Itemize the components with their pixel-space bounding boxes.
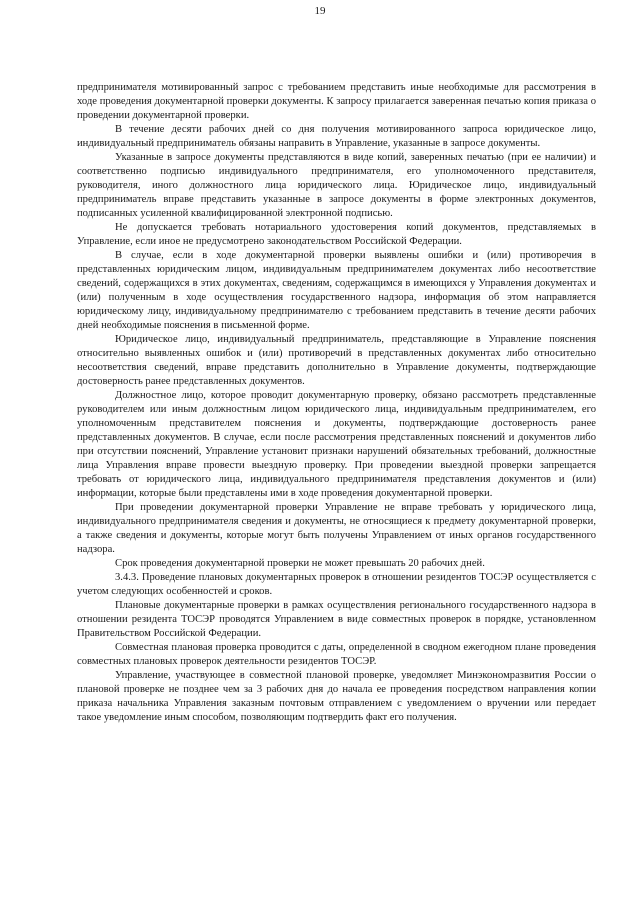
paragraph: предпринимателя мотивированный запрос с требованием представить иные необходимые для рассмотрения в ходе проведения документарной проверки документы. К запросу прилагается заверенная печатью копия приказа о проведении документарной проверки. [77,82,596,121]
paragraph: В случае, если в ходе документарной проверки выявлены ошибки и (или) противоречия в представленных юридическим лицом, индивидуальным предпринимателем документах либо несоответствие сведений, содержащихся в этих документах, сведениям, содержащимся в имеющихся у Управления документах и (или) полученным в ходе осуществления государственного надзора, информация об этом направляется юридическому лицу, индивидуальному предпринимателю с требованием представить в течение десяти рабочих дней необходимые пояснения в письменной форме. [77,250,596,331]
paragraph: В течение десяти рабочих дней со дня получения мотивированного запроса юридическое лицо, индивидуальный предприниматель обязаны направить в Управление, указанные в запросе документы. [77,124,596,149]
paragraph: Указанные в запросе документы представляются в виде копий, заверенных печатью (при ее наличии) и соответственно подписью индивидуального предпринимателя, его уполномоченного представителя, руководителя, иного должностного лица юридического лица. Юридическое лицо, индивидуальный предприниматель вправе представить указанные в запросе документы в форме электронных документов, подписанных усиленной квалифицированной электронной подписью. [77,152,596,219]
page-number: 19 [314,5,326,17]
paragraph: Плановые документарные проверки в рамках осуществления регионального государственного надзора в отношении резидента ТОСЭР проводятся Управлением в виде совместных проверок в порядке, установленном Правительством Российской Федерации. [77,600,596,639]
paragraph: Юридическое лицо, индивидуальный предприниматель, представляющие в Управление пояснения относительно выявленных ошибок и (или) противоречий в представленных документах либо относительно несоответствия сведений, вправе представить дополнительно в Управление документы, подтверждающие достоверность ранее представленных документов. [77,334,596,387]
paragraph: Не допускается требовать нотариального удостоверения копий документов, представляемых в Управление, если иное не предусмотрено законодательством Российской Федерации. [77,222,596,247]
paragraph: 3.4.3. Проведение плановых документарных проверок в отношении резидентов ТОСЭР осуществляется с учетом следующих особенностей и сроков. [77,572,596,597]
document-body [77,81,596,725]
paragraph: Совместная плановая проверка проводится с даты, определенной в сводном ежегодном плане проведения совместных плановых проверок деятельности резидентов ТОСЭР. [77,642,596,667]
paragraph: Управление, участвующее в совместной плановой проверке, уведомляет Минэкономразвития России о плановой проверке не позднее чем за 3 рабочих дня до начала ее проведения посредством направления копии приказа начальника Управления заказным почтовым отправлением с уведомлением о вручении или передает такое уведомление иным способом, позволяющим подтвердить факт его получения. [77,670,596,723]
paragraph: Должностное лицо, которое проводит документарную проверку, обязано рассмотреть представленные руководителем или иным должностным лицом юридического лица, индивидуальным предпринимателем, его уполномоченным представителем пояснения и документы, подтверждающие достоверность ранее представленных документов. В случае, если после рассмотрения представленных пояснений и документов либо при отсутствии пояснений, Управление установит признаки нарушений обязательных требований, должностные лица Управления вправе провести выездную проверку. При проведении выездной проверки запрещается требовать от юридического лица, индивидуального предпринимателя представления документов и (или) информации, которые были представлены ими в ходе проведения документарной проверки. [77,390,596,499]
paragraph: При проведении документарной проверки Управление не вправе требовать у юридического лица, индивидуального предпринимателя сведения и документы, не относящиеся к предмету документарной проверки, а также сведения и документы, которые могут быть получены Управлением от иных органов государственного надзора. [77,502,596,555]
paragraph: Срок проведения документарной проверки не может превышать 20 рабочих дней. [115,558,485,569]
